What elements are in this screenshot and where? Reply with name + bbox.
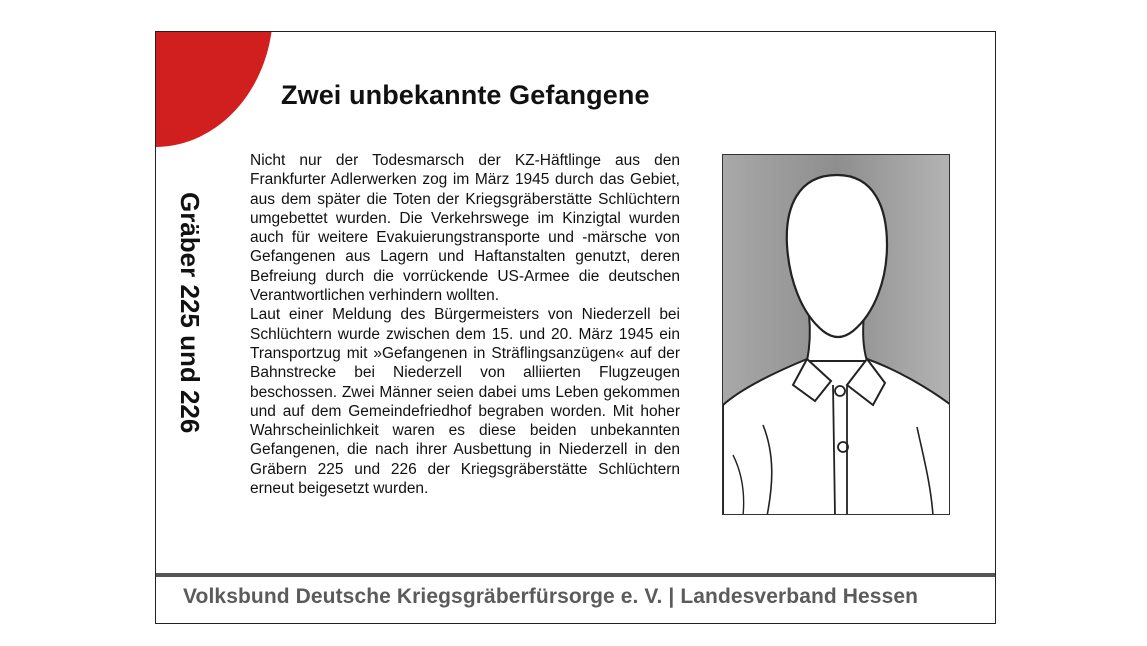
paragraph-1: Nicht nur der Todesmarsch der KZ-Häftlinge aus den Frankfurter Adlerwerken zog im März 1945 durch das Gebiet, aus dem später die Toten der Kriegsgräberstätte Schlüchtern umgebettet wurden. Die Verkehrswege im Kinzigtal wurden auch für weitere Evakuierungstransporte und -märsche von Gefangenen aus Lagern und Haftanstalten genutzt, deren Befreiung durch die vorrückende US-Armee die deutschen Verantwortlichen verhindern wollten. (250, 152, 680, 305)
anonymous-portrait (722, 154, 950, 515)
paragraph-2: Laut einer Meldung des Bürgermeisters von Niederzell bei Schlüchtern wurde zwischen dem 15. und 20. März 1945 ein Transportzug mit »Gefangenen in Sträflingsanzügen« auf der Bahnstrecke bei Niederzell von alliierten Flugzeugen beschossen. Zwei Männer seien dabei ums Leben gekommen und auf dem Gemeindefriedhof begraben worden. Mit hoher Wahrscheinlichkeit waren es diese beiden unbekannten Gefangenen, die nach ihrer Ausbettung in Niederzell in den Gräbern 225 und 226 der Kriegsgräberstätte Schlüchtern erneut beigesetzt wurden. (250, 306, 680, 498)
grave-numbers-vertical-title: Gräber 225 und 226 (175, 192, 205, 434)
footer-organization: Volksbund Deutsche Kriegsgräberfürsorge e. V. | Landesverband Hessen (183, 585, 919, 608)
red-circle-decoration (155, 31, 273, 147)
panel-title: Zwei unbekannte Gefangene (281, 80, 650, 110)
footer-divider (156, 573, 995, 577)
anonymous-person-silhouette-icon (723, 155, 950, 515)
body-text (250, 151, 680, 498)
memorial-panel (155, 31, 996, 624)
